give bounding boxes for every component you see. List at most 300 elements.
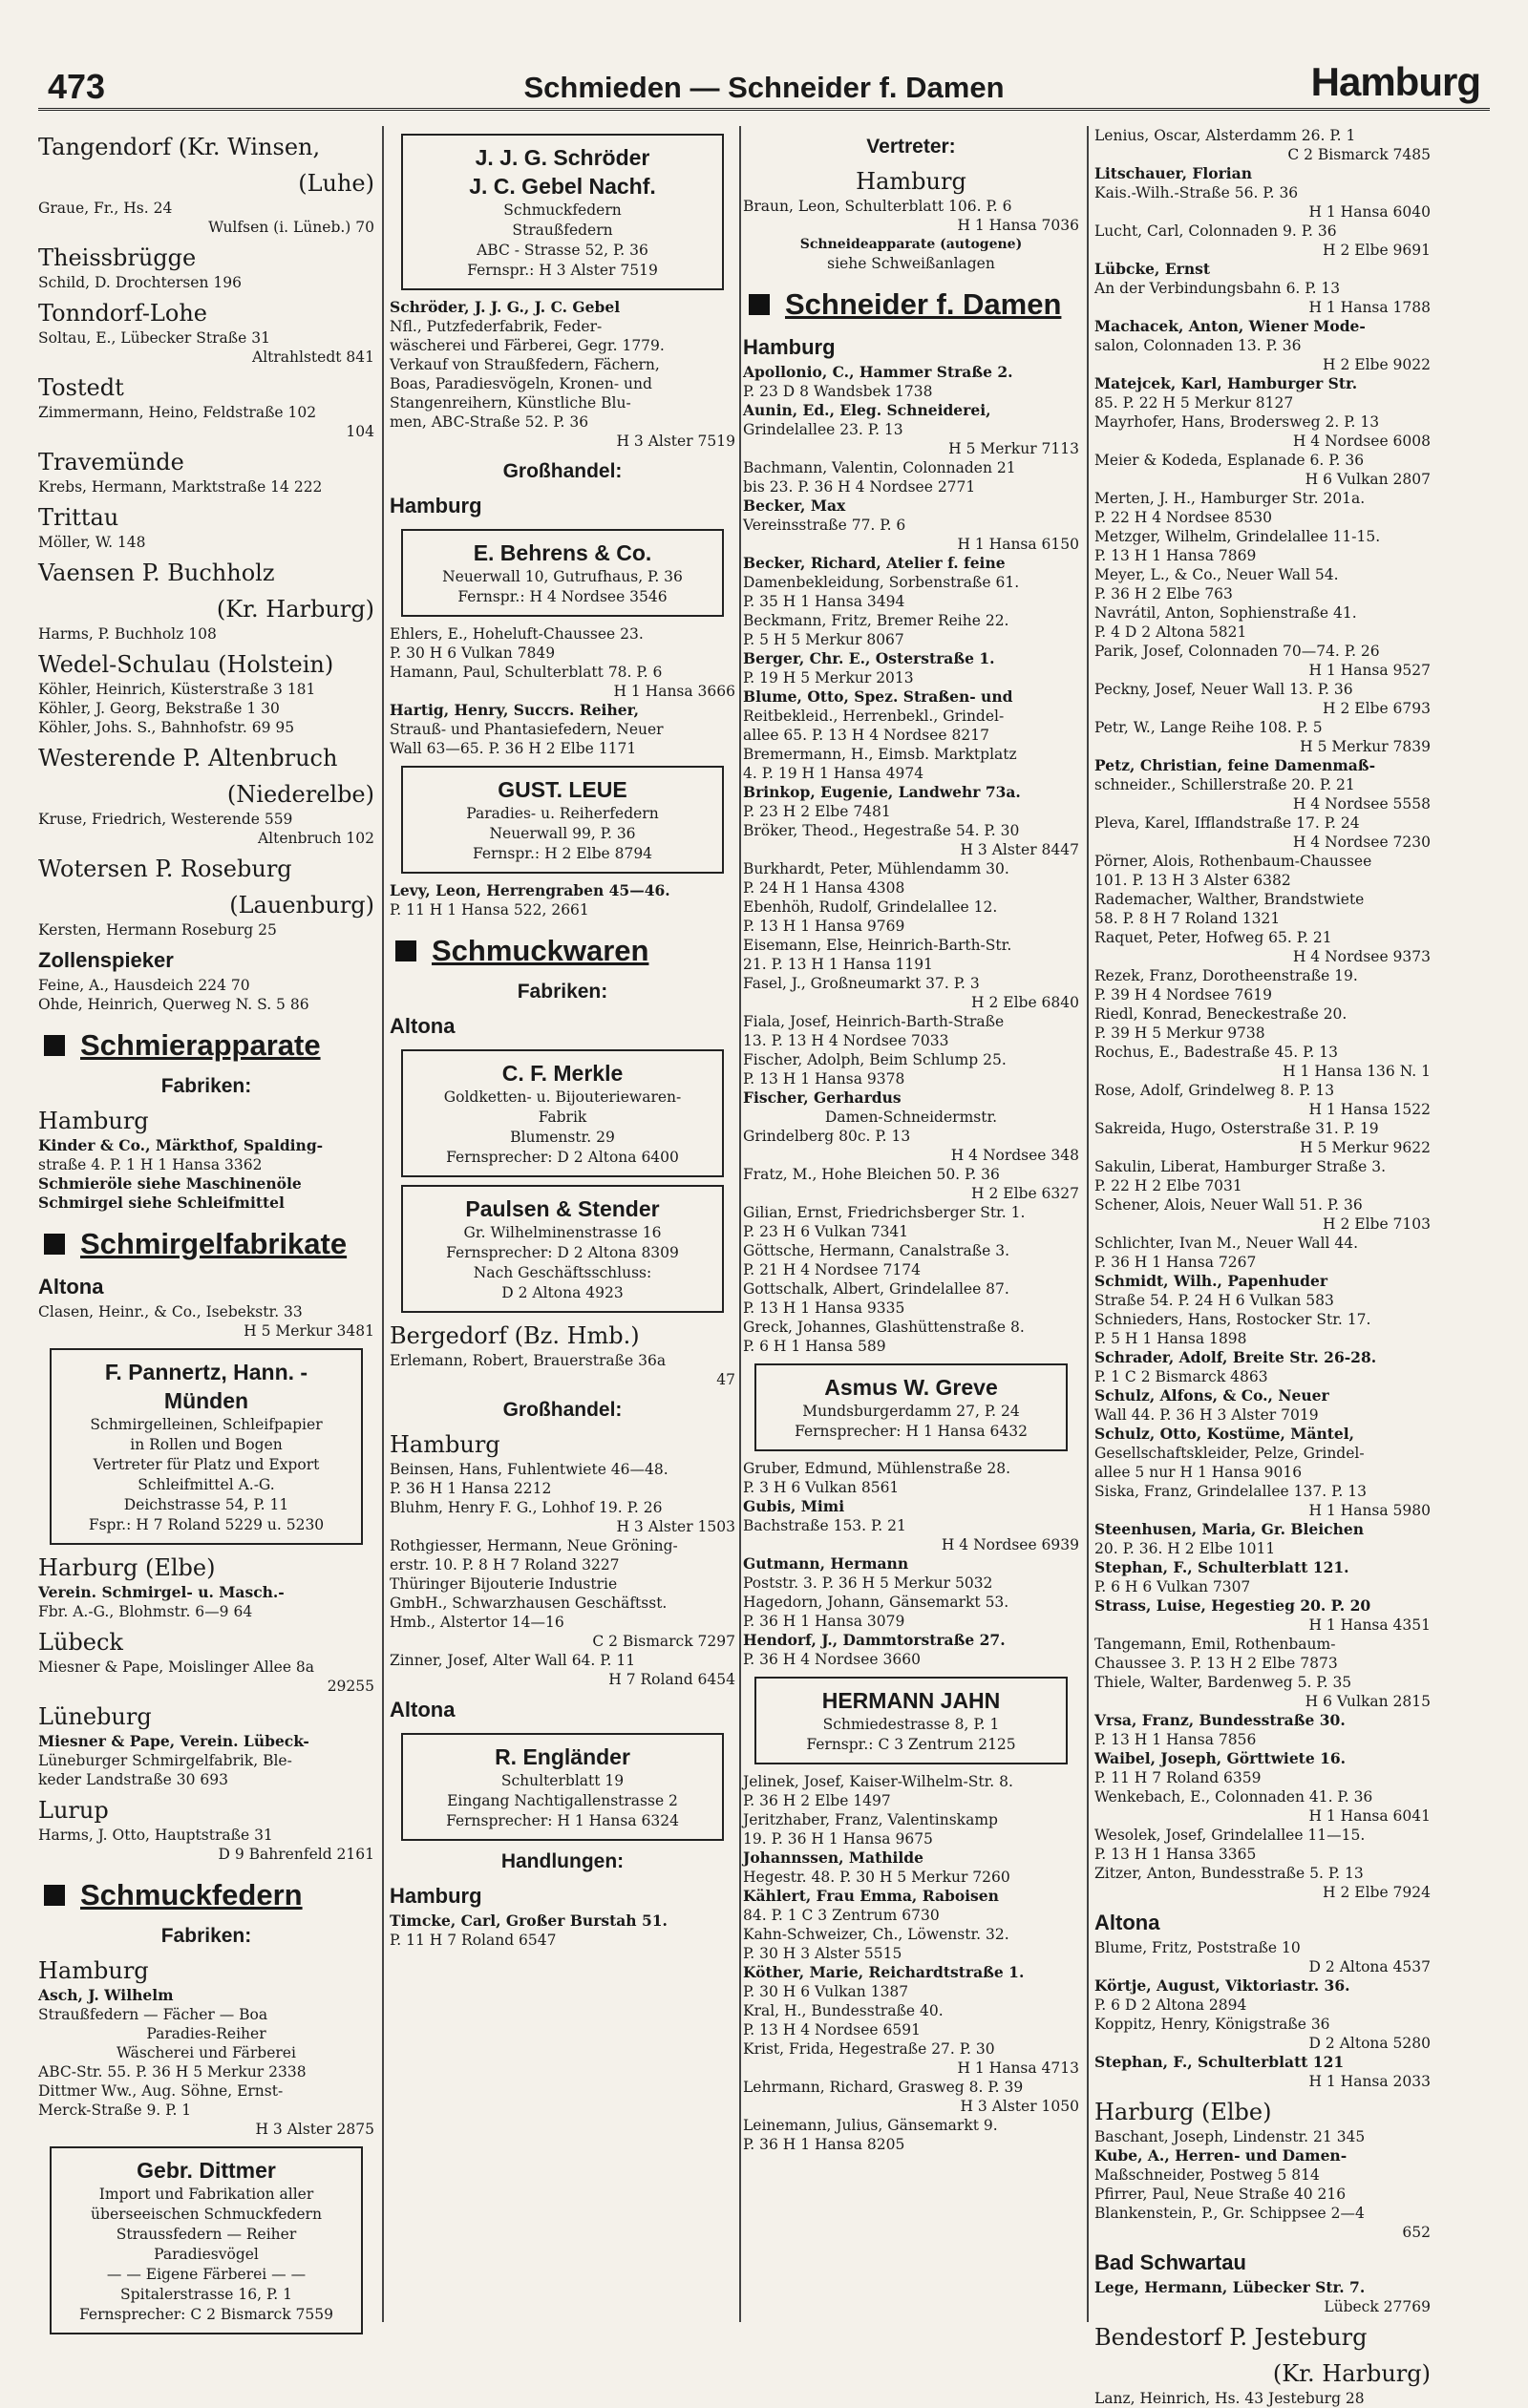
directory-entry-continuation: H 1 Hansa 5980 (1308, 1502, 1431, 1519)
directory-entry: Harms, J. Otto, Hauptstraße 31 (38, 1827, 273, 1844)
directory-entry: men, ABC-Straße 52. P. 36 (390, 413, 589, 431)
directory-entry: Thüringer Bijouterie Industrie (390, 1575, 618, 1593)
directory-entry: P. 23 H 2 Elbe 7481 (743, 803, 891, 820)
place-heading: Harburg (Elbe) (38, 1554, 216, 1581)
directory-entry: Baschant, Joseph, Lindenstr. 21 345 (1094, 2128, 1366, 2145)
advertisement-box (754, 1363, 1068, 1451)
subsection-heading: Großhandel: (502, 460, 623, 482)
directory-entry: Ebenhöh, Rudolf, Grindelallee 12. (743, 898, 998, 916)
advertisement-line: — — Eigene Färberei — — (106, 2266, 307, 2283)
directory-entry: Lucht, Carl, Colonnaden 9. P. 36 (1094, 222, 1337, 240)
directory-entry-continuation: Wulfsen (i. Lüneb.) 70 (208, 219, 374, 236)
directory-entry: Gruber, Edmund, Mühlenstraße 28. (743, 1460, 1010, 1477)
directory-entry-continuation: H 1 Hansa 9527 (1308, 662, 1431, 679)
place-heading: (Kr. Harburg) (1272, 2360, 1431, 2387)
section-marker-icon (44, 1035, 65, 1056)
directory-entry: Fasel, J., Großneumarkt 37. P. 3 (743, 975, 980, 992)
advertisement-line: Schleifmittel A.-G. (138, 1476, 275, 1493)
directory-entry: P. 19 H 5 Merkur 2013 (743, 669, 914, 686)
directory-entry: Möller, W. 148 (38, 534, 146, 551)
directory-entry: Pörner, Alois, Rothenbaum-Chaussee (1094, 853, 1372, 870)
directory-entry-name: Aunin, Ed., Eleg. Schneiderei, (743, 401, 991, 419)
place-heading: Tangendorf (Kr. Winsen, (38, 134, 321, 160)
directory-entry-name: Schulz, Otto, Kostüme, Mäntel, (1094, 1425, 1355, 1443)
directory-entry: P. 30 H 6 Vulkan 7849 (390, 644, 556, 662)
directory-entry: Bluhm, Henry F. G., Lohhof 19. P. 26 (390, 1499, 663, 1516)
directory-entry-name: Schrader, Adolf, Breite Str. 26-28. (1094, 1348, 1377, 1366)
advertisement-line: Straußfedern (512, 222, 613, 239)
directory-entry: P. 24 H 1 Hansa 4308 (743, 879, 905, 897)
directory-entry: Raquet, Peter, Hofweg 65. P. 21 (1094, 929, 1332, 946)
section-marker-icon (44, 1234, 65, 1255)
directory-entry-continuation: D 2 Altona 4537 (1308, 1958, 1431, 1975)
directory-entry: 85. P. 22 H 5 Merkur 8127 (1094, 394, 1294, 412)
place-heading: Altona (390, 1014, 456, 1038)
directory-entry: 84. P. 1 C 3 Zentrum 6730 (743, 1907, 940, 1924)
directory-entry: 101. P. 13 H 3 Alster 6382 (1094, 872, 1291, 889)
directory-entry-continuation: H 1 Hansa 136 N. 1 (1283, 1063, 1431, 1080)
directory-entry-continuation: 104 (346, 423, 374, 440)
directory-entry: salon, Colonnaden 13. P. 36 (1094, 337, 1302, 354)
place-heading: Bergedorf (Bz. Hmb.) (390, 1322, 640, 1349)
advertisement-box (401, 1733, 724, 1841)
directory-entry: Rezek, Franz, Dorotheenstraße 19. (1094, 967, 1358, 984)
directory-entry: Jeritzhaber, Franz, Valentinskamp (743, 1811, 998, 1828)
directory-entry: Damenbekleidung, Sorbenstraße 61. (743, 574, 1020, 591)
directory-entry-continuation: H 3 Alster 1503 (616, 1518, 735, 1535)
directory-entry-continuation: Lübeck 27769 (1324, 2298, 1431, 2315)
advertisement-title: E. Behrens & Co. (473, 540, 652, 565)
place-heading: Hamburg (38, 1957, 149, 1984)
directory-entry-name: Fischer, Gerhardus (743, 1088, 902, 1107)
directory-entry: Straße 54. P. 24 H 6 Vulkan 583 (1094, 1292, 1334, 1309)
column-1 (38, 126, 374, 2322)
place-heading: Bad Schwartau (1094, 2250, 1246, 2274)
advertisement-title: Gebr. Dittmer (137, 2158, 276, 2183)
advertisement-line: Straussfedern — Reiher (116, 2226, 297, 2243)
advertisement-line: Fernsprecher: H 1 Hansa 6324 (446, 1812, 679, 1829)
directory-entry: Kersten, Hermann Roseburg 25 (38, 921, 277, 939)
directory-entry: Chaussee 3. P. 13 H 2 Elbe 7873 (1094, 1655, 1338, 1672)
directory-entry: straße 4. P. 1 H 1 Hansa 3362 (38, 1156, 263, 1173)
directory-entry: Göttsche, Hermann, Canalstraße 3. (743, 1242, 1010, 1259)
directory-entry-continuation: H 1 Hansa 4351 (1308, 1616, 1431, 1634)
directory-entry-continuation: H 1 Hansa 1522 (1308, 1101, 1431, 1118)
directory-entry: ABC-Str. 55. P. 36 H 5 Merkur 2338 (38, 2063, 307, 2081)
directory-entry-name: Apollonio, C., Hammer Straße 2. (743, 363, 1013, 381)
place-heading: (Kr. Harburg) (216, 596, 374, 623)
subsection-heading: Fabriken: (160, 1075, 252, 1097)
advertisement-title: J. J. G. Schröder J. C. Gebel Nachf. (469, 145, 656, 199)
directory-entry-name: Matejcek, Karl, Hamburger Str. (1094, 374, 1358, 392)
directory-entry: Köhler, J. Georg, Bekstraße 1 30 (38, 700, 280, 717)
advertisement-box (401, 1049, 724, 1177)
directory-entry: P. 11 H 7 Roland 6547 (390, 1932, 557, 1949)
advertisement-line: Spitalerstrasse 16, P. 1 (120, 2286, 292, 2303)
place-heading: Hamburg (390, 1884, 482, 1908)
directory-entry: Hagedorn, Johann, Gänsemarkt 53. (743, 1594, 1009, 1611)
directory-entry: Ehlers, E., Hoheluft-Chaussee 23. (390, 625, 644, 643)
directory-entry: Merten, J. H., Hamburger Str. 201a. (1094, 490, 1366, 507)
directory-entry: Harms, P. Buchholz 108 (38, 625, 217, 643)
directory-entry-name: Levy, Leon, Herrengraben 45—46. (390, 881, 670, 899)
directory-entry: Blume, Fritz, Poststraße 10 (1094, 1939, 1301, 1956)
advertisement-title: Asmus W. Greve (824, 1375, 998, 1400)
directory-entry-continuation: H 3 Alster 2875 (255, 2121, 374, 2138)
directory-entry: Hegestr. 48. P. 30 H 5 Merkur 7260 (743, 1869, 1010, 1886)
place-heading: Hamburg (390, 494, 482, 518)
directory-entry: P. 1 C 2 Bismarck 4863 (1094, 1368, 1268, 1385)
directory-entry-continuation: H 4 Nordsee 9373 (1292, 948, 1431, 965)
place-heading: Wedel-Schulau (Holstein) (38, 651, 334, 678)
directory-entry-continuation: H 7 Roland 6454 (608, 1671, 735, 1688)
advertisement-box (401, 529, 724, 617)
directory-entry: Gottschalk, Albert, Grindelallee 87. (743, 1280, 1009, 1298)
directory-entry-continuation: C 2 Bismarck 7485 (1287, 146, 1431, 163)
directory-entry-continuation: H 4 Nordsee 6008 (1292, 433, 1431, 450)
directory-entry-continuation: H 1 Hansa 3666 (613, 683, 735, 700)
directory-entry: Parik, Josef, Colonnaden 70—74. P. 26 (1094, 643, 1380, 660)
directory-entry-continuation: H 3 Alster 1050 (960, 2098, 1079, 2115)
directory-entry: Lanz, Heinrich, Hs. 43 Jesteburg 28 (1094, 2390, 1365, 2407)
directory-entry-name: Vrsa, Franz, Bundesstraße 30. (1094, 1711, 1346, 1729)
directory-entry: GmbH., Schwarzhausen Geschäftsst. (390, 1595, 668, 1612)
directory-entry: P. 36 H 1 Hansa 3079 (743, 1613, 905, 1630)
directory-entry-continuation: H 1 Hansa 1788 (1308, 299, 1431, 316)
directory-entry: Bremermann, H., Eimsb. Marktplatz (743, 746, 1017, 763)
advertisement-box (754, 1677, 1068, 1764)
directory-entry-continuation: C 2 Bismarck 7297 (592, 1633, 735, 1650)
directory-entry: Köhler, Johs. S., Bahnhofstr. 69 95 (38, 719, 295, 736)
directory-entry: Meyer, L., & Co., Neuer Wall 54. (1094, 566, 1339, 583)
advertisement-line: Fernsprecher: H 1 Hansa 6432 (795, 1423, 1028, 1440)
place-heading: Lurup (38, 1797, 109, 1824)
directory-entry-name: Kube, A., Herren- und Damen- (1094, 2146, 1348, 2165)
directory-entry: P. 22 H 2 Elbe 7031 (1094, 1177, 1242, 1194)
directory-entry: Rose, Adolf, Grindelweg 8. P. 13 (1094, 1082, 1335, 1099)
place-heading: Lübeck (38, 1629, 123, 1656)
directory-entry: P. 21 H 4 Nordsee 7174 (743, 1261, 921, 1278)
section-heading (390, 933, 735, 969)
directory-entry: Wesolek, Josef, Grindelallee 11—15. (1094, 1827, 1366, 1844)
directory-entry: P. 23 H 6 Vulkan 7341 (743, 1223, 909, 1240)
subsection-heading: Vertreter: (866, 136, 956, 158)
place-heading: (Luhe) (298, 170, 374, 197)
directory-entry-name: Verein. Schmirgel- u. Masch.- (38, 1583, 285, 1601)
advertisement-line: Fernsprecher: D 2 Altona 8309 (446, 1244, 679, 1261)
directory-entry: Miesner & Pape, Moislinger Allee 8a (38, 1658, 315, 1676)
advertisement-line: Mundsburgerdamm 27, P. 24 (802, 1403, 1020, 1420)
directory-entry-continuation: H 2 Elbe 6327 (971, 1185, 1079, 1202)
directory-entry: schneider., Schillerstraße 20. P. 21 (1094, 776, 1355, 793)
directory-entry-continuation: H 2 Elbe 7103 (1323, 1215, 1431, 1233)
directory-entry: Bachmann, Valentin, Colonnaden 21 (743, 459, 1016, 476)
directory-entry: Leinemann, Julius, Gänsemarkt 9. (743, 2117, 998, 2134)
directory-entry: Wenkebach, E., Colonnaden 41. P. 36 (1094, 1788, 1373, 1806)
directory-entry-continuation: H 2 Elbe 9022 (1323, 356, 1431, 373)
advertisement-line: Paradiesvögel (154, 2246, 259, 2263)
directory-entry-continuation: H 3 Alster 8447 (960, 841, 1079, 858)
directory-entry-continuation: H 5 Merkur 3481 (244, 1322, 374, 1340)
advertisement-line: Goldketten- u. Bijouteriewaren- (443, 1088, 682, 1106)
directory-entry: 13. P. 13 H 4 Nordsee 7033 (743, 1032, 949, 1049)
directory-entry: Fischer, Adolph, Beim Schlump 25. (743, 1051, 1007, 1068)
directory-entry-name: Stephan, F., Schulterblatt 121. (1094, 1558, 1349, 1576)
directory-entry: Jelinek, Josef, Kaiser-Wilhelm-Str. 8. (743, 1773, 1013, 1790)
advertisement-box (401, 1185, 724, 1313)
advertisement-line: Fernspr.: H 4 Nordsee 3546 (457, 588, 668, 605)
subsection-heading: Fabriken: (160, 1925, 252, 1947)
directory-entry: Maßschneider, Postweg 5 814 (1094, 2166, 1320, 2184)
directory-entry: 21. P. 13 H 1 Hansa 1191 (743, 956, 933, 973)
directory-entry-continuation: H 1 Hansa 7036 (957, 217, 1079, 234)
directory-entry: Rothgiesser, Hermann, Neue Gröning- (390, 1537, 678, 1554)
advertisement-line: Import und Fabrikation aller (98, 2186, 314, 2203)
directory-entry-name: Lübcke, Ernst (1094, 260, 1210, 278)
directory-entry: Kahn-Schweizer, Ch., Löwenstr. 32. (743, 1926, 1009, 1943)
directory-entry-name: Schröder, J. J. G., J. C. Gebel (390, 298, 621, 316)
directory-entry: Meier & Kodeda, Esplanade 6. P. 36 (1094, 452, 1365, 469)
directory-entry: Clasen, Heinr., & Co., Isebekstr. 33 (38, 1303, 303, 1320)
directory-entry-name: Schmirgel siehe Schleifmittel (38, 1193, 285, 1212)
column-divider (739, 126, 741, 2322)
directory-entry: Paradies-Reiher (146, 2025, 266, 2042)
directory-entry: Beckmann, Fritz, Bremer Reihe 22. (743, 612, 1009, 629)
advertisement-line: Paradies- u. Reiherfedern (466, 805, 659, 822)
place-heading: Theissbrügge (38, 244, 197, 271)
subsection-heading: Handlungen: (500, 1850, 625, 1872)
subsection-heading: Fabriken: (517, 981, 608, 1003)
directory-entry: P. 11 H 1 Hansa 522, 2661 (390, 901, 589, 919)
directory-entry: Pleva, Karel, Ifflandstraße 17. P. 24 (1094, 814, 1360, 832)
directory-entry: P. 22 H 4 Nordsee 8530 (1094, 509, 1272, 526)
place-heading: Hamburg (856, 168, 966, 195)
directory-entry: Feine, A., Hausdeich 224 70 (38, 977, 250, 994)
directory-entry: Mayrhofer, Hans, Brodersweg 2. P. 13 (1094, 413, 1380, 431)
directory-entry: Strauß- und Phantasiefedern, Neuer (390, 721, 664, 738)
place-heading: Tonndorf-Lohe (38, 300, 207, 327)
directory-entry: Peckny, Josef, Neuer Wall 13. P. 36 (1094, 681, 1353, 698)
section-title: Schmirgelfabrikate (80, 1227, 348, 1260)
directory-entry-name: Steenhusen, Maria, Gr. Bleichen (1094, 1520, 1364, 1538)
directory-entry: Burkhardt, Peter, Mühlendamm 30. (743, 860, 1009, 877)
directory-entry: Krist, Frida, Hegestraße 27. P. 30 (743, 2040, 995, 2058)
directory-entry-name: Litschauer, Florian (1094, 164, 1252, 182)
directory-entry: Navrátil, Anton, Sophienstraße 41. (1094, 604, 1357, 622)
directory-entry: allee 65. P. 13 H 4 Nordsee 8217 (743, 727, 989, 744)
advertisement-line: überseeischen Schmuckfedern (91, 2206, 322, 2223)
directory-entry: P. 36 H 2 Elbe 763 (1094, 585, 1233, 602)
section-marker-icon (395, 940, 416, 961)
place-heading: Hamburg (743, 335, 836, 359)
cross-reference: Schneideapparate (autogene) (799, 237, 1023, 252)
directory-entry: Rademacher, Walther, Brandstwiete (1094, 891, 1365, 908)
directory-entry: Blankenstein, P., Gr. Schippsee 2—4 (1094, 2205, 1365, 2222)
directory-entry: Metzger, Wilhelm, Grindelallee 11-15. (1094, 528, 1381, 545)
directory-entry-name: Kählert, Frau Emma, Raboisen (743, 1887, 999, 1905)
directory-entry: Zimmermann, Heino, Feldstraße 102 (38, 404, 317, 421)
directory-entry: Rochus, E., Badestraße 45. P. 13 (1094, 1044, 1339, 1061)
directory-entry: Schnieders, Hans, Rostocker Str. 17. (1094, 1311, 1371, 1328)
directory-entry: 58. P. 8 H 7 Roland 1321 (1094, 910, 1281, 927)
directory-entry-continuation: H 5 Merkur 7839 (1300, 738, 1431, 755)
directory-entry-continuation: 29255 (327, 1678, 374, 1695)
place-heading: Altona (38, 1275, 104, 1299)
directory-entry: Straußfedern — Fächer — Boa (38, 2006, 268, 2023)
advertisement-line: Blumenstr. 29 (510, 1129, 615, 1146)
directory-entry-continuation: Altenbruch 102 (257, 830, 374, 847)
advertisement-title: F. Pannertz, Hann. - Münden (104, 1360, 308, 1413)
directory-entry-continuation: 652 (1402, 2224, 1431, 2241)
directory-entry-continuation: H 2 Elbe 9691 (1323, 242, 1431, 259)
column-3 (743, 126, 1079, 2322)
directory-entry: Eisemann, Else, Heinrich-Barth-Str. (743, 937, 1012, 954)
directory-entry: Boas, Paradiesvögeln, Kronen- und (390, 375, 652, 392)
directory-entry: Erlemann, Robert, Brauerstraße 36a (390, 1352, 667, 1369)
directory-entry: Koppitz, Henry, Königstraße 36 (1094, 2016, 1330, 2033)
advertisement-line: Fernspr.: H 2 Elbe 8794 (472, 845, 653, 862)
place-heading: Hamburg (38, 1108, 149, 1134)
place-heading: Vaensen P. Buchholz (38, 560, 275, 586)
directory-entry: Zinner, Josef, Alter Wall 64. P. 11 (390, 1652, 636, 1669)
directory-entry: Lüneburger Schmirgelfabrik, Ble- (38, 1752, 292, 1769)
directory-entry-name: Schmieröle siehe Maschinenöle (38, 1174, 302, 1193)
directory-entry: Wall 44. P. 36 H 3 Alster 7019 (1094, 1406, 1319, 1424)
directory-entry-name: Blume, Otto, Spez. Straßen- und (743, 687, 1013, 706)
directory-entry-name: Brinkop, Eugenie, Landwehr 73a. (743, 783, 1021, 801)
advertisement-line: Vertreter für Platz und Export (93, 1456, 320, 1473)
directory-entry-continuation: H 2 Elbe 6840 (971, 994, 1079, 1011)
directory-entry: P. 36 H 4 Nordsee 3660 (743, 1651, 921, 1668)
directory-entry-continuation: H 4 Nordsee 6939 (941, 1536, 1079, 1553)
directory-entry: Wall 63—65. P. 36 H 2 Elbe 1171 (390, 740, 637, 757)
advertisement-line: Schmuckfedern (503, 201, 622, 219)
directory-entry: allee 5 nur H 1 Hansa 9016 (1094, 1464, 1303, 1481)
directory-entry-continuation: 47 (716, 1371, 735, 1388)
advertisement-line: Neuerwall 99, P. 36 (489, 825, 636, 842)
directory-entry: Dittmer Ww., Aug. Söhne, Ernst- (38, 2082, 284, 2100)
directory-entry: P. 11 H 7 Roland 6359 (1094, 1769, 1262, 1786)
place-heading: Zollenspieker (38, 948, 174, 972)
directory-entry-name: Gutmann, Hermann (743, 1554, 909, 1573)
directory-entry: Poststr. 3. P. 36 H 5 Merkur 5032 (743, 1574, 993, 1592)
directory-entry-continuation: D 2 Altona 5280 (1308, 2035, 1431, 2052)
advertisement-line: Schmirgelleinen, Schleifpapier (90, 1416, 323, 1433)
advertisement-line: Schmiedestrasse 8, P. 1 (822, 1716, 1000, 1733)
place-heading: (Niederelbe) (226, 781, 374, 808)
directory-entry-name: Timcke, Carl, Großer Burstah 51. (390, 1912, 668, 1930)
directory-entry-name: Körtje, August, Viktoriastr. 36. (1094, 1976, 1350, 1995)
place-heading: Harburg (Elbe) (1094, 2099, 1272, 2125)
place-heading: Altona (390, 1698, 456, 1722)
place-heading: (Lauenburg) (229, 892, 374, 919)
directory-entry: Reitbekleid., Herrenbekl., Grindel- (743, 708, 1005, 725)
directory-entry: P. 6 D 2 Altona 2894 (1094, 1996, 1247, 2014)
place-heading: Bendestorf P. Jesteburg (1094, 2324, 1368, 2351)
directory-entry-name: Strass, Luise, Hegestieg 20. P. 20 (1094, 1596, 1371, 1615)
directory-entry-continuation: H 5 Merkur 7113 (948, 440, 1079, 457)
column-divider (1087, 126, 1089, 2322)
directory-entry: P. 6 H 6 Vulkan 7307 (1094, 1578, 1251, 1595)
directory-entry: P. 23 D 8 Wandsbek 1738 (743, 383, 933, 400)
advertisement-line: D 2 Altona 4923 (501, 1284, 624, 1301)
directory-entry: Soltau, E., Lübecker Straße 31 (38, 329, 270, 347)
directory-entry: Nfl., Putzfederfabrik, Feder- (390, 318, 603, 335)
advertisement-line: Fspr.: H 7 Roland 5229 u. 5230 (88, 1516, 325, 1533)
advertisement-title: HERMANN JAHN (821, 1688, 1001, 1713)
directory-entry: P. 5 H 1 Hansa 1898 (1094, 1330, 1247, 1347)
directory-entry-continuation: H 4 Nordsee 348 (950, 1147, 1079, 1164)
directory-entry: Bröker, Theod., Hegestraße 54. P. 30 (743, 822, 1020, 839)
directory-entry: keder Landstraße 30 693 (38, 1771, 228, 1788)
directory-entry: Sakreida, Hugo, Osterstraße 31. P. 19 (1094, 1120, 1379, 1137)
directory-entry-continuation: H 1 Hansa 6040 (1308, 203, 1431, 221)
directory-entry: P. 13 H 1 Hansa 9769 (743, 918, 905, 935)
advertisement-line: ABC - Strasse 52, P. 36 (477, 242, 648, 259)
advertisement-line: Fernsprecher: D 2 Altona 6400 (446, 1149, 679, 1166)
directory-entry-name: Lege, Hermann, Lübecker Str. 7. (1094, 2278, 1366, 2296)
directory-entry: P. 36 H 2 Elbe 1497 (743, 1792, 891, 1809)
directory-entry: P. 36 H 1 Hansa 7267 (1094, 1254, 1257, 1271)
directory-entry-name: Machacek, Anton, Wiener Mode- (1094, 317, 1366, 335)
directory-entry-continuation: Altrahlstedt 841 (252, 349, 374, 366)
advertisement-title: C. F. Merkle (501, 1061, 624, 1086)
section-title: Schneider f. Damen (785, 287, 1062, 321)
directory-entry: Köhler, Heinrich, Küsterstraße 3 181 (38, 681, 316, 698)
directory-entry: 20. P. 36. H 2 Elbe 1011 (1094, 1540, 1276, 1557)
directory-entry: wäscherei und Färberei, Gegr. 1779. (390, 337, 665, 354)
advertisement-title: GUST. LEUE (498, 777, 627, 802)
directory-entry-name: Schmidt, Wilh., Papenhuder (1094, 1272, 1328, 1290)
directory-entry: bis 23. P. 36 H 4 Nordsee 2771 (743, 478, 976, 496)
directory-entry: Stangenreihern, Künstliche Blu- (390, 394, 631, 412)
directory-entry: Vereinsstraße 77. P. 6 (743, 517, 906, 534)
directory-entry: P. 5 H 5 Merkur 8067 (743, 631, 904, 648)
directory-entry-name: Hartig, Henry, Succrs. Reiher, (390, 701, 640, 719)
directory-entry-name: Becker, Max (743, 496, 846, 515)
section-heading (743, 286, 1079, 323)
place-heading: Lüneburg (38, 1703, 152, 1730)
column-divider (382, 126, 384, 2322)
directory-entry: P. 35 H 1 Hansa 3494 (743, 593, 905, 610)
advertisement-line: Eingang Nachtigallenstrasse 2 (447, 1792, 678, 1809)
directory-entry: Greck, Johannes, Glashüttenstraße 8. (743, 1319, 1025, 1336)
directory-entry: P. 36 H 1 Hansa 2212 (390, 1480, 552, 1497)
directory-entry: P. 4 D 2 Altona 5821 (1094, 623, 1247, 641)
directory-entry: Hamann, Paul, Schulterblatt 78. P. 6 (390, 664, 663, 681)
directory-entry-name: Miesner & Pape, Verein. Lübeck- (38, 1732, 309, 1750)
advertisement-box (50, 2146, 363, 2334)
directory-entry-name: Köther, Marie, Reichardtstraße 1. (743, 1963, 1025, 1981)
section-heading (38, 1877, 374, 1913)
directory-entry-name: Berger, Chr. E., Osterstraße 1. (743, 649, 995, 667)
place-heading: Altona (1094, 1911, 1160, 1934)
directory-entry-continuation: H 2 Elbe 6793 (1323, 700, 1431, 717)
advertisement-line: Deichstrasse 54, P. 11 (123, 1496, 289, 1513)
directory-entry: Pfirrer, Paul, Neue Straße 40 216 (1094, 2186, 1347, 2203)
place-heading: Tostedt (38, 374, 124, 401)
directory-entry-continuation: H 2 Elbe 7924 (1323, 1884, 1431, 1901)
directory-entry: Ohde, Heinrich, Querweg N. S. 5 86 (38, 996, 309, 1013)
directory-entry-name: Becker, Richard, Atelier f. feine (743, 554, 1006, 572)
section-title: Schmuckwaren (432, 934, 649, 967)
directory-entry: Zitzer, Anton, Bundesstraße 5. P. 13 (1094, 1865, 1364, 1882)
directory-entry-name: Hendorf, J., Dammtorstraße 27. (743, 1631, 1006, 1649)
directory-entry: Krebs, Hermann, Marktstraße 14 222 (38, 478, 323, 496)
directory-entry: Schild, D. Drochtersen 196 (38, 274, 242, 291)
directory-entry-continuation: H 6 Vulkan 2815 (1305, 1693, 1431, 1710)
directory-entry: Schlichter, Ivan M., Neuer Wall 44. (1094, 1235, 1359, 1252)
